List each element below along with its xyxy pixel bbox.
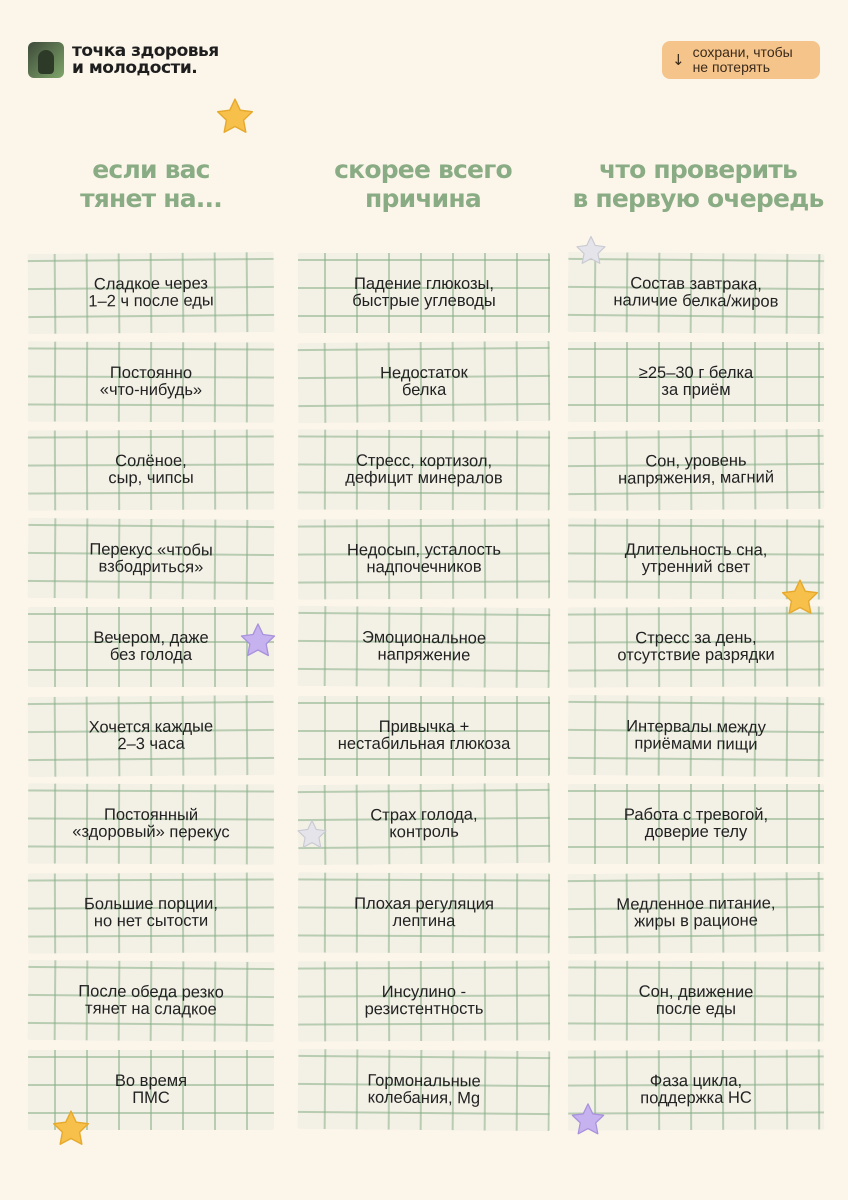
star-icon xyxy=(50,1108,92,1150)
arrow-down-icon: ↓ xyxy=(672,51,685,69)
table-cell-craving xyxy=(28,694,275,776)
table-cell-cause xyxy=(298,253,550,333)
cell-text: Инсулино - резистентность xyxy=(364,982,484,1019)
table-cell-check xyxy=(568,871,825,953)
brand-name: точка здоровья и молодости. xyxy=(72,41,219,78)
table-cell-craving xyxy=(28,429,274,510)
table-cell-check xyxy=(568,429,825,511)
save-badge xyxy=(662,41,820,79)
cell-text: Вечером, даже без голода xyxy=(93,629,209,664)
table-cell-check xyxy=(568,342,824,422)
star-icon xyxy=(295,818,329,852)
cell-text: Сон, уровень напряжения, магний xyxy=(618,451,775,488)
cell-text: Медленное питание, жиры в рационе xyxy=(616,893,776,931)
cell-text: Сладкое через 1–2 ч после еды xyxy=(88,274,214,311)
cell-text: Фаза цикла, поддержка НС xyxy=(640,1071,752,1107)
cell-text: Перекус «чтобы взбодриться» xyxy=(89,539,213,576)
cell-text: ≥25–30 г белка за приём xyxy=(638,363,754,399)
column-header-cause: скорее всего причина xyxy=(334,155,512,213)
table-cell-cause xyxy=(298,872,550,953)
cell-text: Длительность сна, утренний свет xyxy=(624,540,768,576)
table-cell-check xyxy=(568,694,825,776)
save-text: сохрани, чтобы не потерять xyxy=(692,44,793,75)
cell-text: Постоянно «что-нибудь» xyxy=(99,363,203,399)
cell-text: После обеда резко тянет на сладкое xyxy=(78,982,224,1019)
table-cell-cause xyxy=(298,518,550,599)
star-icon xyxy=(214,96,256,138)
cell-text: Страх голода, контроль xyxy=(370,805,478,842)
cell-text: Плохая регуляция лептина xyxy=(354,894,494,930)
cell-text: Хочется каждые 2–3 часа xyxy=(88,716,214,753)
table-cell-cause xyxy=(298,1048,551,1130)
cell-text: Гормональные колебания, Mg xyxy=(367,1071,481,1107)
star-icon xyxy=(574,234,608,268)
table-cell-craving xyxy=(28,960,275,1042)
table-cell-craving xyxy=(28,252,275,334)
table-cell-check xyxy=(568,960,824,1041)
cell-text: Солёное, сыр, чипсы xyxy=(108,451,194,488)
table-cell-craving xyxy=(28,341,274,422)
cell-text: Падение глюкозы, быстрые углеводы xyxy=(352,275,496,310)
cell-text: Постоянный «здоровый» перекус xyxy=(72,805,230,842)
table-cell-cause xyxy=(298,696,550,776)
table-cell-craving xyxy=(28,517,275,599)
cell-text: Во время ПМС xyxy=(114,1071,188,1107)
cell-text: Состав завтрака, наличие белка/жиров xyxy=(613,274,779,311)
table-cell-cause xyxy=(298,606,551,688)
cell-text: Привычка + нестабильная глюкоза xyxy=(337,717,511,753)
table-cell-craving xyxy=(28,783,274,864)
table-cell-cause xyxy=(298,429,550,510)
table-cell-cause xyxy=(298,960,550,1041)
cell-text: Сон, движение после еды xyxy=(638,982,754,1019)
table-cell-cause xyxy=(298,340,551,422)
cell-text: Большие порции, но нет сытости xyxy=(84,894,218,930)
column-header-craving: если вас тянет на... xyxy=(80,155,222,213)
brand xyxy=(28,42,219,78)
cell-text: Работа с тревогой, доверие телу xyxy=(623,806,769,841)
avatar xyxy=(28,42,64,78)
star-icon xyxy=(569,1101,607,1139)
table-cell-check xyxy=(568,784,824,864)
cell-text: Интервалы между приёмами пищи xyxy=(626,716,767,754)
cell-text: Стресс, кортизол, дефицит минералов xyxy=(345,451,503,488)
column-header-check: что проверить в первую очередь xyxy=(572,155,824,213)
star-icon xyxy=(238,621,278,661)
cell-text: Эмоциональное напряжение xyxy=(361,628,487,665)
table-cell-cause xyxy=(298,783,551,865)
star-icon xyxy=(779,577,821,619)
cell-text: Недостаток белка xyxy=(379,363,468,399)
table-cell-craving xyxy=(28,872,274,953)
cell-text: Стресс за день, отсутствие разрядки xyxy=(617,628,775,665)
cell-text: Недосып, усталость надпочечников xyxy=(346,540,501,576)
